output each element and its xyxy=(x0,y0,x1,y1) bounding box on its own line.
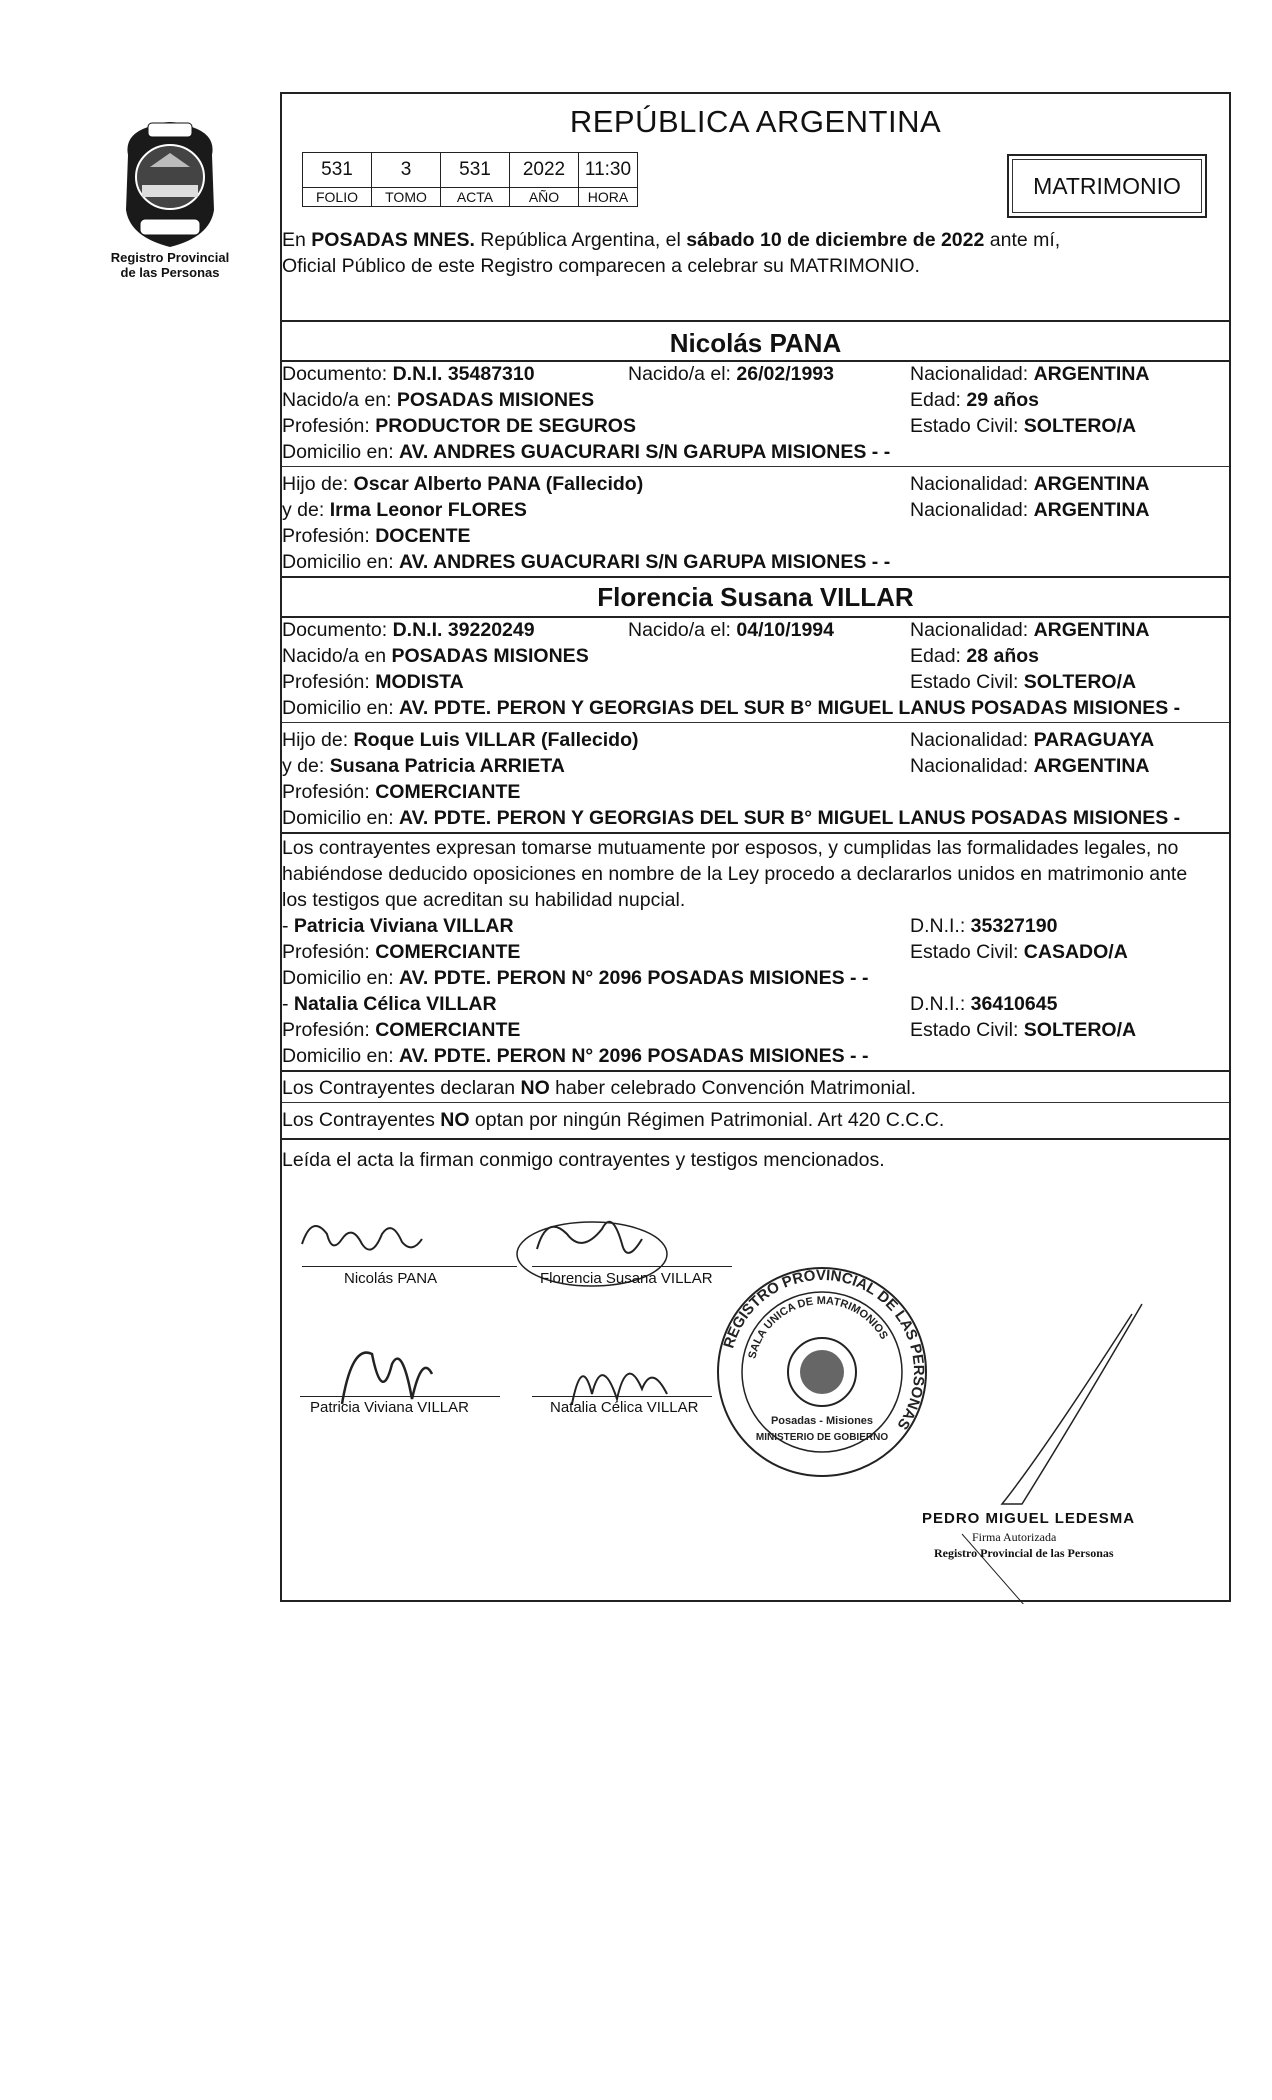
witness-2-profession: Profesión: COMERCIANTE xyxy=(282,1019,521,1041)
groom-birthplace: Nacido/a en: POSADAS MISIONES xyxy=(282,389,595,411)
witness2-signature-label: Natalia Célica VILLAR xyxy=(550,1399,699,1416)
official-org: Registro Provincial de las Personas xyxy=(934,1546,1114,1560)
stamp-outer-text: REGISTRO PROVINCIAL DE LAS PERSONAS xyxy=(720,1266,928,1433)
logo-caption-2: de las Personas xyxy=(120,265,220,280)
groom-age: Edad: 29 años xyxy=(910,389,1040,411)
witness-2-dni: D.N.I.: 36410645 xyxy=(910,993,1058,1015)
signature-line xyxy=(300,1396,500,1397)
witness-1-profession: Profesión: COMERCIANTE xyxy=(282,941,521,963)
bride-mother-nationality: Nacionalidad: ARGENTINA xyxy=(910,755,1150,777)
hora-label: HORA xyxy=(579,188,638,207)
bride-signature-label: Florencia Susana VILLAR xyxy=(540,1270,713,1287)
bride-name: Florencia Susana VILLAR xyxy=(597,582,914,612)
hora-value: 11:30 xyxy=(579,153,638,188)
signature-line xyxy=(532,1396,712,1397)
groom-parent-address: Domicilio en: AV. ANDRES GUACURARI S/N GARUPA MISIONES - - xyxy=(282,551,891,573)
groom-parent-profession: Profesión: DOCENTE xyxy=(282,525,471,547)
declaration-line-3: los testigos que acreditan su habilidad nupcial. xyxy=(282,889,686,911)
page-title: REPÚBLICA ARGENTINA xyxy=(569,104,942,139)
folio-value: 531 xyxy=(303,153,372,188)
official-name: PEDRO MIGUEL LEDESMA xyxy=(922,1510,1136,1527)
witness-1-name: - Patricia Viviana VILLAR xyxy=(282,915,514,937)
bride-parent-address: Domicilio en: AV. PDTE. PERON Y GEORGIAS DEL SUR B° MIGUEL LANUS POSADAS MISIONES - xyxy=(282,807,1181,829)
signature-line xyxy=(302,1266,517,1267)
groom-nationality: Nacionalidad: ARGENTINA xyxy=(910,363,1150,385)
bride-civil-status: Estado Civil: SOLTERO/A xyxy=(910,671,1137,693)
stamp-bottom-text: MINISTERIO DE GOBIERNO xyxy=(755,1432,889,1443)
official-stamp xyxy=(712,1262,932,1482)
witness-1-dni: D.N.I.: 35327190 xyxy=(910,915,1058,937)
witness-2-address: Domicilio en: AV. PDTE. PERON N° 2096 POSADAS MISIONES - - xyxy=(282,1045,869,1067)
bride-father-nationality: Nacionalidad: PARAGUAYA xyxy=(910,729,1155,751)
groom-father: Hijo de: Oscar Alberto PANA (Fallecido) xyxy=(282,473,644,495)
groom-born: Nacido/a el: 26/02/1993 xyxy=(628,363,835,385)
divider xyxy=(282,722,1229,723)
document-type: MATRIMONIO xyxy=(1012,159,1202,213)
bride-parent-profession: Profesión: COMERCIANTE xyxy=(282,781,521,803)
provincial-seal-icon xyxy=(110,115,230,250)
witness-1-address: Domicilio en: AV. PDTE. PERON N° 2096 POSADAS MISIONES - - xyxy=(282,967,869,989)
logo-caption-1: Registro Provincial xyxy=(110,250,230,265)
divider xyxy=(282,1070,1229,1072)
groom-signature-label: Nicolás PANA xyxy=(344,1270,438,1287)
groom-civil-status: Estado Civil: SOLTERO/A xyxy=(910,415,1137,437)
certificate-frame xyxy=(280,92,1231,1602)
groom-profession: Profesión: PRODUCTOR DE SEGUROS xyxy=(282,415,636,437)
bride-address: Domicilio en: AV. PDTE. PERON Y GEORGIAS DEL SUR B° MIGUEL LANUS POSADAS MISIONES - xyxy=(282,697,1181,719)
bride-doc: Documento: D.N.I. 39220249 xyxy=(282,619,535,641)
intro-line-1: En POSADAS MNES. República Argentina, el sábado 10 de diciembre de 2022 ante mí, xyxy=(282,229,1061,251)
bride-birthplace: Nacido/a en POSADAS MISIONES xyxy=(282,645,589,667)
declaration-line-2: habiéndose deducido oposiciones en nombre de la Ley procedo a declararlos unidos en matrimonio ante xyxy=(282,863,1188,885)
acta-label: ACTA xyxy=(441,188,510,207)
stamp-city-text: Posadas - Misiones xyxy=(770,1415,874,1427)
signature-line xyxy=(532,1266,732,1267)
divider xyxy=(282,466,1229,467)
groom-mother-nationality: Nacionalidad: ARGENTINA xyxy=(910,499,1150,521)
official-role: Firma Autorizada xyxy=(972,1530,1057,1544)
regime-line-2: Los Contrayentes NO optan por ningún Régimen Patrimonial. Art 420 C.C.C. xyxy=(282,1109,945,1131)
anio-value: 2022 xyxy=(510,153,579,188)
divider xyxy=(282,1102,1229,1103)
acta-value: 531 xyxy=(441,153,510,188)
stamp-icon xyxy=(712,1262,932,1482)
registry-logo xyxy=(100,115,240,280)
tomo-value: 3 xyxy=(372,153,441,188)
declaration-line-1: Los contrayentes expresan tomarse mutuamente por esposos, y cumplidas las formalidades legales, no xyxy=(282,837,1179,859)
regime-line-1: Los Contrayentes declaran NO haber celebrado Convención Matrimonial. xyxy=(282,1077,917,1099)
divider xyxy=(282,320,1229,322)
tomo-label: TOMO xyxy=(372,188,441,207)
closing-text: Leída el acta la firman conmigo contrayentes y testigos mencionados. xyxy=(282,1149,885,1171)
svg-text:SALA UNICA DE MATRIMONIOS xyxy=(746,1295,889,1360)
bride-age: Edad: 28 años xyxy=(910,645,1040,667)
intro-line-2: Oficial Público de este Registro comparecen a celebrar su MATRIMONIO. xyxy=(282,255,920,277)
groom-mother: y de: Irma Leonor FLORES xyxy=(282,499,527,521)
divider xyxy=(282,576,1229,578)
groom-signature-icon xyxy=(302,1226,422,1250)
folio-label: FOLIO xyxy=(303,188,372,207)
document-type-box xyxy=(1007,154,1207,218)
groom-address: Domicilio en: AV. ANDRES GUACURARI S/N GARUPA MISIONES - - xyxy=(282,441,891,463)
registry-table xyxy=(302,152,638,207)
witness-1-civil-status: Estado Civil: CASADO/A xyxy=(910,941,1128,963)
bride-born: Nacido/a el: 04/10/1994 xyxy=(628,619,835,641)
witness-2-name: - Natalia Célica VILLAR xyxy=(282,993,497,1015)
bride-profession: Profesión: MODISTA xyxy=(282,671,464,693)
divider xyxy=(282,832,1229,834)
groom-doc: Documento: D.N.I. 35487310 xyxy=(282,363,535,385)
groom-name: Nicolás PANA xyxy=(669,328,842,358)
official-signature-icon xyxy=(1002,1304,1142,1504)
stamp-inner-text: SALA UNICA DE MATRIMONIOS xyxy=(746,1294,890,1361)
groom-father-nationality: Nacionalidad: ARGENTINA xyxy=(910,473,1150,495)
witness-2-civil-status: Estado Civil: SOLTERO/A xyxy=(910,1019,1137,1041)
anio-label: AÑO xyxy=(510,188,579,207)
bride-nationality: Nacionalidad: ARGENTINA xyxy=(910,619,1150,641)
bride-father: Hijo de: Roque Luis VILLAR (Fallecido) xyxy=(282,729,639,751)
divider xyxy=(282,1138,1229,1140)
bride-mother: y de: Susana Patricia ARRIETA xyxy=(282,755,565,777)
witness1-signature-label: Patricia Viviana VILLAR xyxy=(310,1399,469,1416)
